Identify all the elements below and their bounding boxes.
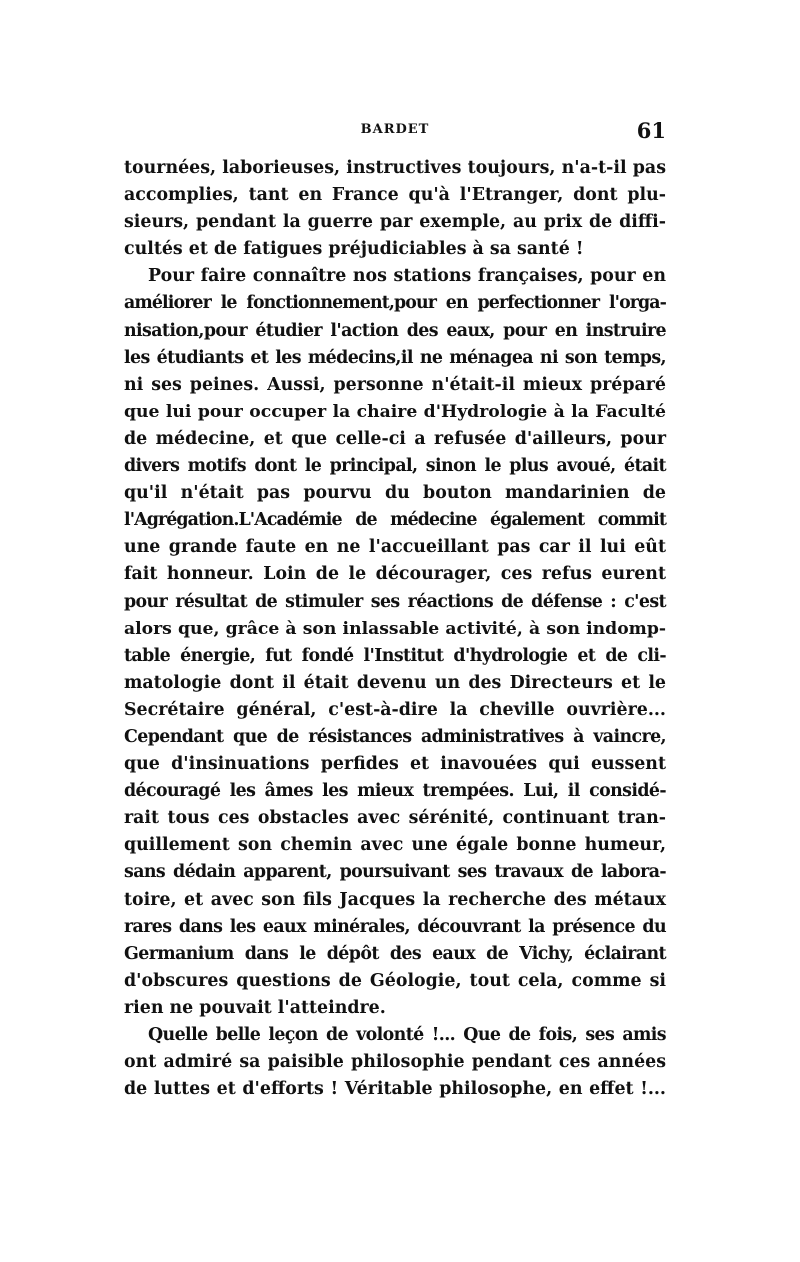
text-line: nisation,pour étudier l'action des eaux, pour en instruire bbox=[124, 320, 666, 341]
text-line: accomplies, tant en France qu'à l'Etranger, dont plu- bbox=[124, 185, 666, 206]
text-line: Pour faire connaître nos stations françaises, pour en bbox=[148, 266, 666, 287]
text-line: quillement son chemin avec une égale bonne humeur, bbox=[124, 835, 666, 856]
text-line: de médecine, et que celle-ci a refusée d'ailleurs, pour bbox=[124, 428, 666, 449]
text-line: rait tous ces obstacles avec sérénité, continuant tran- bbox=[124, 808, 666, 829]
text-line: ni ses peines. Aussi, personne n'était-il mieux préparé bbox=[124, 374, 666, 395]
text-line: d'obscures questions de Géologie, tout cela, comme si bbox=[124, 970, 666, 991]
text-line: pour résultat de stimuler ses réactions de défense : c'est bbox=[124, 591, 666, 612]
text-line: divers motifs dont le principal, sinon le plus avoué, était bbox=[124, 456, 666, 477]
body-text bbox=[124, 155, 666, 1103]
text-line: l'Agrégation.L'Académie de médecine également commit bbox=[124, 510, 666, 531]
text-line: une grande faute en ne l'accueillant pas car il lui eût bbox=[124, 537, 666, 558]
text-line: table énergie, fut fondé l'Institut d'hydrologie et de cli- bbox=[124, 645, 666, 666]
text-line: Quelle belle leçon de volonté !... Que de fois, ses amis bbox=[148, 1025, 666, 1045]
text-line: ont admiré sa paisible philosophie pendant ces années bbox=[124, 1052, 666, 1073]
text-line: les étudiants et les médecins,il ne ménagea ni son temps, bbox=[124, 347, 666, 368]
text-line: qu'il n'était pas pourvu du bouton mandarinien de bbox=[124, 483, 666, 504]
running-head bbox=[124, 118, 666, 146]
text-line: matologie dont il était devenu un des Directeurs et le bbox=[124, 672, 666, 693]
text-line: fait honneur. Loin de le décourager, ces refus eurent bbox=[124, 564, 666, 585]
text-line: Secrétaire général, c'est-à-dire la cheville ouvrière... bbox=[124, 699, 666, 720]
text-line: découragé les âmes les mieux trempées. Lui, il considé- bbox=[124, 781, 666, 802]
page-number: 61 bbox=[636, 118, 666, 143]
paragraph-2 bbox=[124, 263, 666, 1022]
running-title: BARDET bbox=[360, 122, 430, 137]
text-line: Cependant que de résistances administratives à vaincre, bbox=[124, 726, 666, 747]
text-line: cultés et de fatigues préjudiciables à sa santé ! bbox=[124, 239, 584, 260]
paragraph-1 bbox=[124, 155, 666, 263]
text-line: de luttes et d'efforts ! Véritable philosophe, en effet !... bbox=[124, 1079, 666, 1100]
text-line: que lui pour occuper la chaire d'Hydrologie à la Faculté bbox=[124, 401, 666, 422]
text-line: rares dans les eaux minérales, découvrant la présence du bbox=[124, 916, 666, 937]
text-line: que d'insinuations perfides et inavouées qui eussent bbox=[124, 754, 666, 775]
text-line: tournées, laborieuses, instructives toujours, n'a-t-il pas bbox=[124, 158, 666, 178]
text-line: toire, et avec son fils Jacques la recherche des métaux bbox=[124, 889, 666, 910]
text-line: rien ne pouvait l'atteindre. bbox=[124, 997, 386, 1018]
text-line: alors que, grâce à son inlassable activité, à son indomp- bbox=[124, 618, 666, 639]
text-line: sieurs, pendant la guerre par exemple, au prix de diffi- bbox=[124, 212, 666, 233]
paragraph-3 bbox=[124, 1022, 666, 1103]
text-line: améliorer le fonctionnement,pour en perfectionner l'orga- bbox=[124, 293, 666, 314]
text-line: Germanium dans le dépôt des eaux de Vichy, éclairant bbox=[124, 943, 666, 964]
text-line: sans dédain apparent, poursuivant ses travaux de labora- bbox=[124, 862, 666, 883]
